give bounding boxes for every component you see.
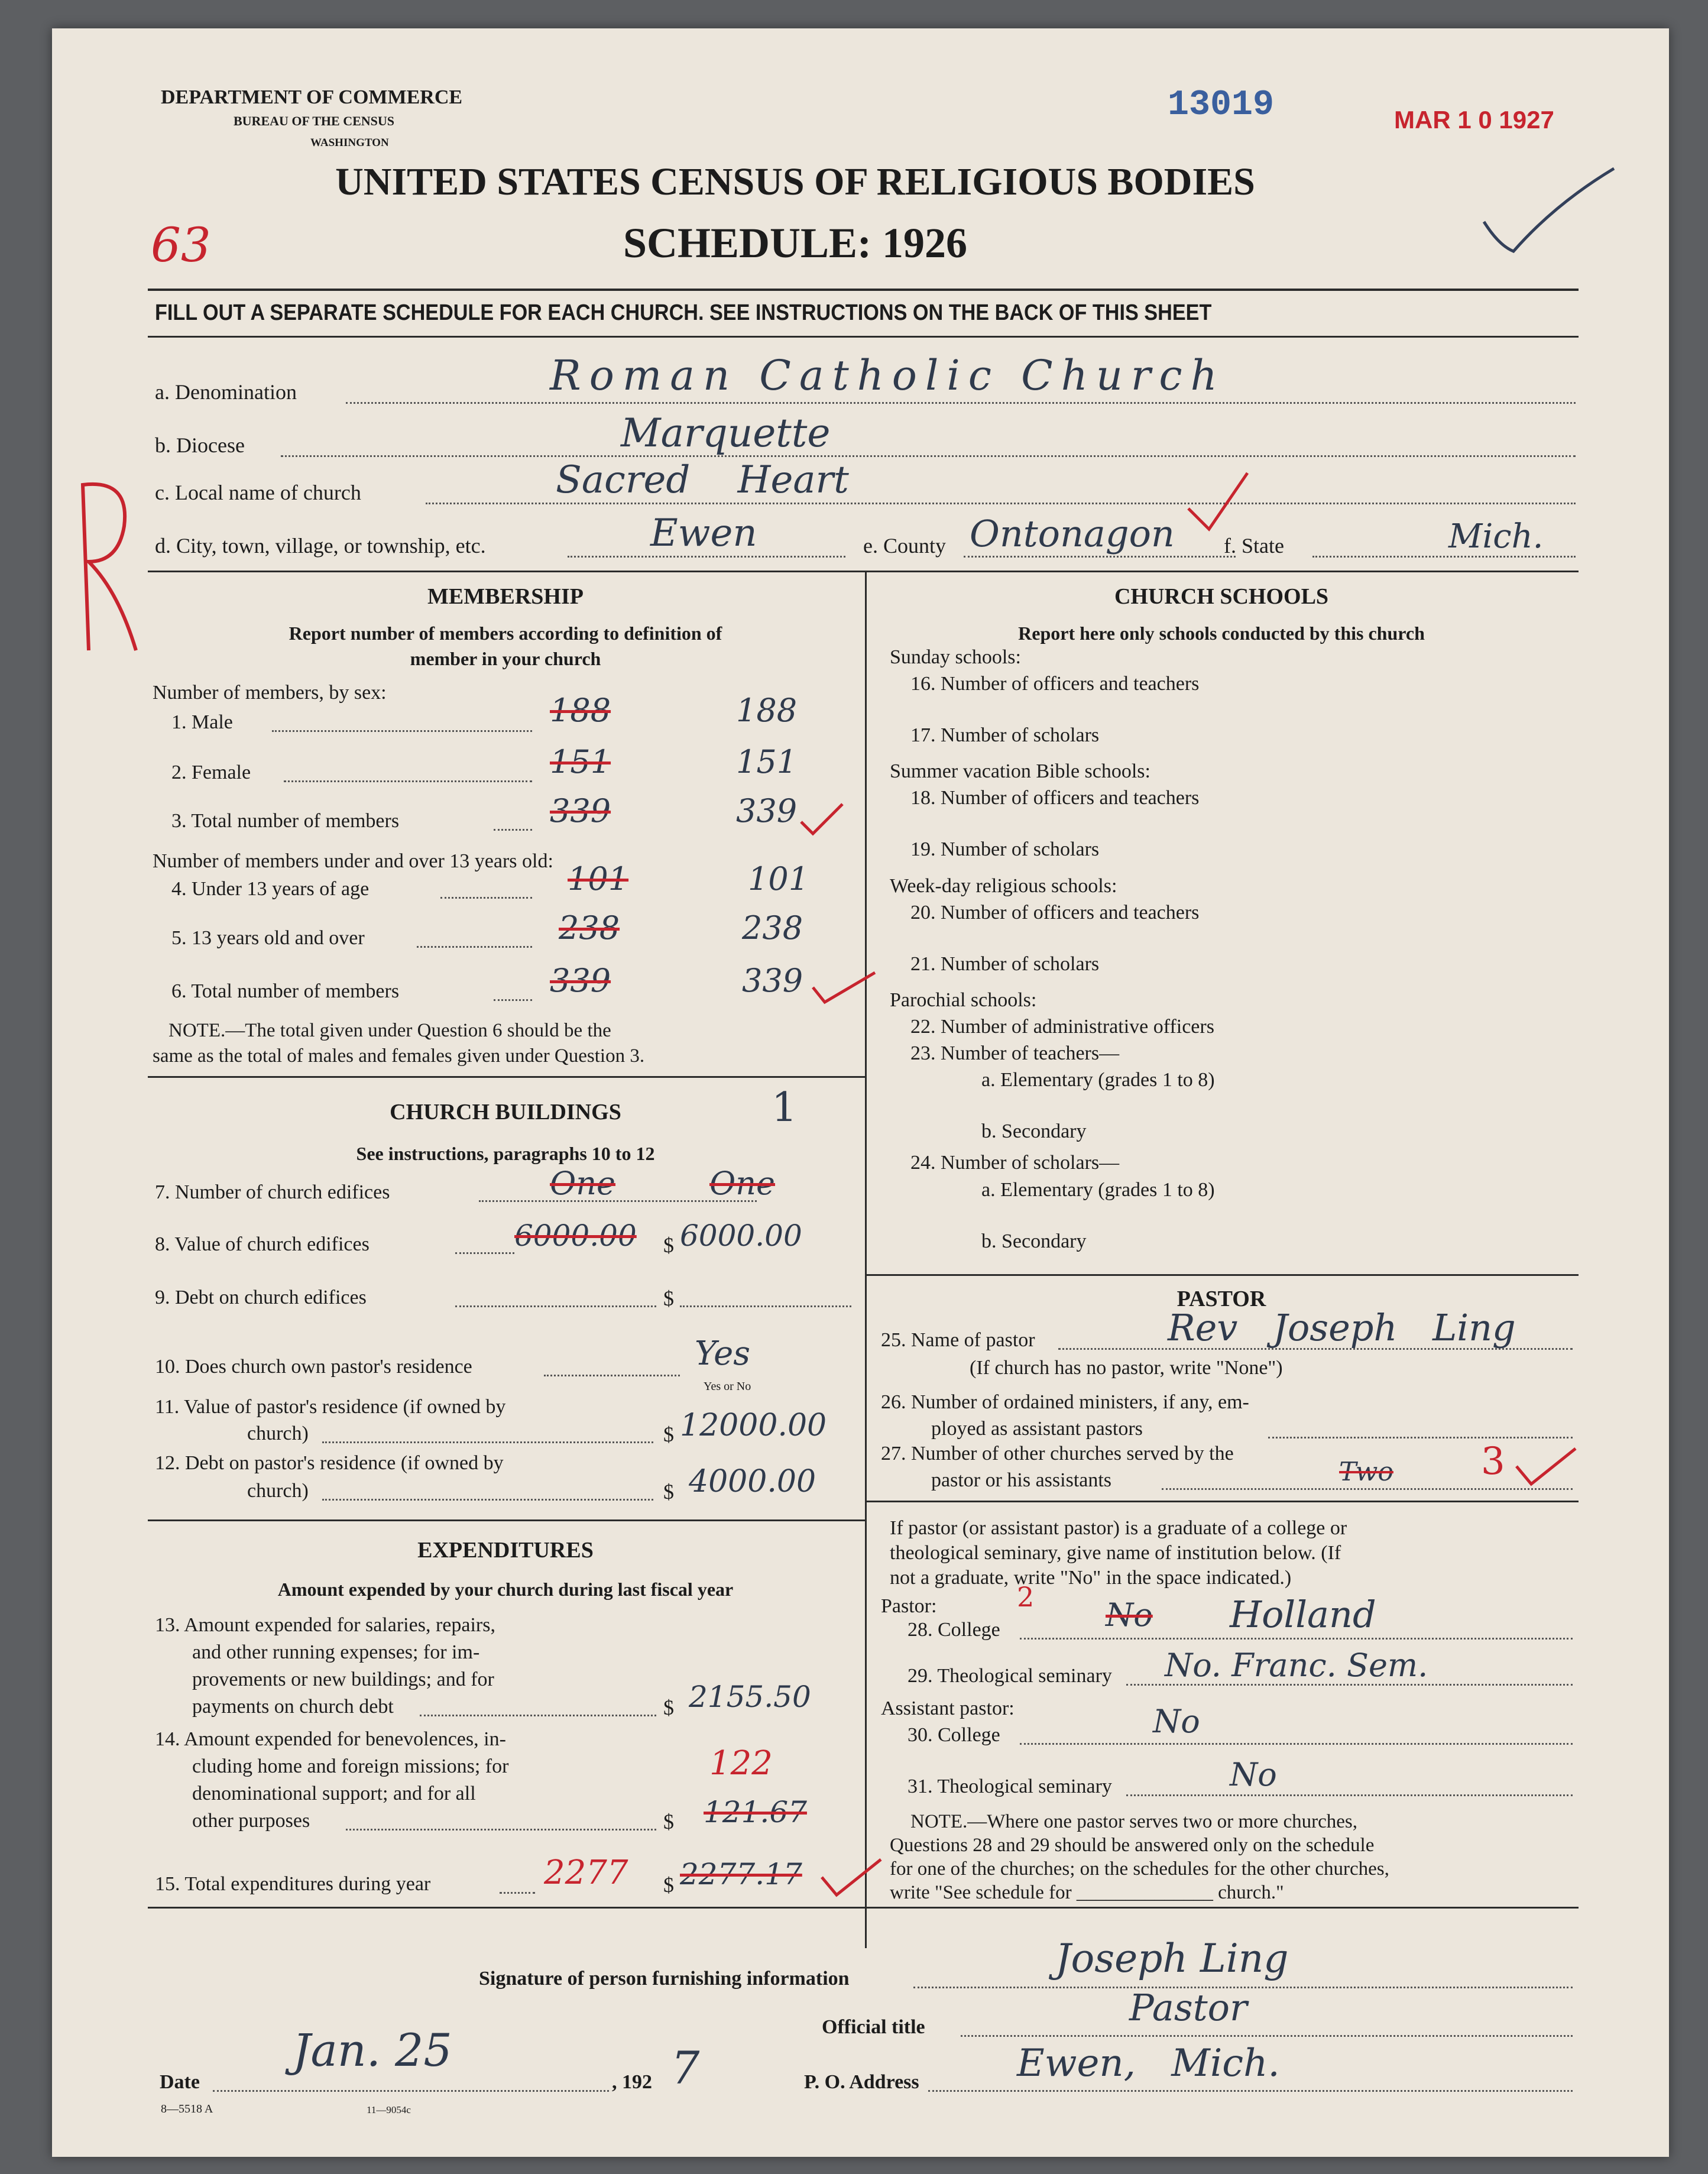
q12-dollar-sign: $ bbox=[663, 1480, 674, 1504]
q15-total-label: 15. Total expenditures during year bbox=[155, 1873, 431, 1895]
census-schedule-sheet bbox=[52, 28, 1669, 2157]
year-prefix: , 192 bbox=[612, 2071, 652, 2093]
q14-label-3: denominational support; and for all bbox=[192, 1783, 476, 1804]
q2-female-value-struck[interactable]: 151 bbox=[550, 743, 611, 780]
local-name-line bbox=[426, 503, 1576, 504]
q14-correction[interactable]: 122 bbox=[709, 1744, 773, 1783]
q30-college-value[interactable]: No bbox=[1153, 1703, 1200, 1740]
q5-over13-label: 5. 13 years old and over bbox=[171, 927, 365, 949]
city-town-line bbox=[568, 556, 845, 558]
q1-male-value[interactable]: 188 bbox=[736, 692, 798, 729]
parochial-schools-label: Parochial schools: bbox=[890, 989, 1037, 1011]
q27-label-2: pastor or his assistants bbox=[931, 1469, 1112, 1491]
signature-label: Signature of person furnishing information bbox=[479, 1968, 850, 1990]
q13-label: 13. Amount expended for salaries, repairs, bbox=[155, 1614, 495, 1636]
q8-value[interactable]: 6000.00 bbox=[680, 1219, 802, 1253]
section-divider bbox=[148, 1076, 865, 1078]
membership-heading: MEMBERSHIP bbox=[427, 584, 584, 609]
section-divider bbox=[148, 1519, 865, 1521]
q1-line bbox=[272, 730, 532, 732]
q27-label: 27. Number of other churches served by the bbox=[881, 1443, 1234, 1465]
po-address-line bbox=[928, 2090, 1573, 2092]
official-title-label: Official title bbox=[822, 2016, 925, 2038]
q7-edifices-label: 7. Number of church edifices bbox=[155, 1181, 390, 1203]
date-value[interactable]: Jan. 25 bbox=[293, 2024, 452, 2076]
q2-line bbox=[284, 780, 532, 782]
q4-line bbox=[440, 897, 532, 899]
received-date-stamp: MAR 1 0 1927 bbox=[1394, 106, 1554, 134]
q31-seminary-value[interactable]: No bbox=[1230, 1756, 1277, 1793]
q13-value[interactable]: 2155.50 bbox=[689, 1680, 811, 1714]
q5-over13-value[interactable]: 238 bbox=[742, 909, 803, 947]
state-label: f. State bbox=[1224, 534, 1284, 558]
q3-line bbox=[494, 829, 532, 831]
pastor-note-2: Questions 28 and 29 should be answered only on the schedule bbox=[890, 1835, 1375, 1856]
print-number: 11—9054c bbox=[367, 2104, 411, 2115]
official-title-line bbox=[961, 2035, 1573, 2037]
membership-intro: Report number of members according to definition of bbox=[289, 623, 722, 644]
q10-owns-residence-label: 10. Does church own pastor's residence bbox=[155, 1356, 472, 1378]
q13-label-3: provements or new buildings; and for bbox=[192, 1668, 494, 1690]
q29-line bbox=[1126, 1684, 1573, 1686]
buildings-sub: See instructions, paragraphs 10 to 12 bbox=[356, 1143, 655, 1164]
q15-total-value[interactable]: 2277.17 bbox=[680, 1857, 802, 1891]
under-over-label: Number of members under and over 13 years old: bbox=[153, 850, 553, 872]
summer-schools-label: Summer vacation Bible schools: bbox=[890, 760, 1150, 782]
q9-dollar-sign: $ bbox=[663, 1287, 674, 1310]
schools-intro: Report here only schools conducted by this church bbox=[1018, 623, 1425, 644]
serial-number-stamp: 13019 bbox=[1168, 85, 1275, 125]
year-value[interactable]: 7 bbox=[671, 2042, 700, 2094]
graduate-instructions-3: not a graduate, write "No" in the space indicated.) bbox=[890, 1567, 1292, 1589]
q13-label-2: and other running expenses; for im- bbox=[192, 1641, 480, 1663]
graduate-instructions: If pastor (or assistant pastor) is a graduate of a college or bbox=[890, 1517, 1347, 1539]
local-name-label: c. Local name of church bbox=[155, 481, 361, 504]
q8-value-struck[interactable]: 6000.00 bbox=[514, 1219, 637, 1253]
q3-total-value[interactable]: 339 bbox=[736, 792, 798, 830]
county-label: e. County bbox=[863, 534, 946, 558]
q15-line bbox=[500, 1892, 535, 1894]
q25-pastor-name[interactable]: Rev Joseph Ling bbox=[1168, 1306, 1516, 1349]
q6-line bbox=[494, 999, 532, 1001]
q26-line[interactable] bbox=[1268, 1437, 1573, 1438]
buildings-heading: CHURCH BUILDINGS bbox=[390, 1100, 621, 1125]
q24a-label: a. Elementary (grades 1 to 8) bbox=[981, 1179, 1215, 1201]
q29-seminary-value[interactable]: No. Franc. Sem. bbox=[1165, 1647, 1428, 1684]
column-divider bbox=[865, 571, 867, 1948]
pastor-note: NOTE.—Where one pastor serves two or more churches, bbox=[910, 1811, 1357, 1832]
q26-label: 26. Number of ordained ministers, if any, em- bbox=[881, 1391, 1249, 1413]
q1-male-value-struck[interactable]: 188 bbox=[550, 692, 611, 729]
q13-label-4: payments on church debt bbox=[192, 1696, 394, 1718]
q7-edifices-value-struck[interactable]: One bbox=[550, 1165, 616, 1202]
q14-dollar-sign: $ bbox=[663, 1810, 674, 1833]
bureau-label: BUREAU OF THE CENSUS bbox=[234, 114, 395, 128]
pastor-mark: 2 bbox=[1017, 1581, 1035, 1613]
q8-line bbox=[455, 1252, 514, 1254]
q21-label: 21. Number of scholars bbox=[910, 953, 1100, 975]
annotation-r-mark bbox=[65, 473, 148, 662]
graduate-instructions-2: theological seminary, give name of institution below. (If bbox=[890, 1542, 1341, 1564]
q14-label-4: other purposes bbox=[192, 1810, 310, 1832]
signature-value[interactable]: Joseph Ling bbox=[1055, 1936, 1289, 1981]
denomination-label: a. Denomination bbox=[155, 380, 297, 404]
q12-residence-debt-value[interactable]: 4000.00 bbox=[689, 1464, 816, 1499]
pastor-note-3: for one of the churches; on the schedules for the other churches, bbox=[890, 1858, 1389, 1880]
q15-total-correction[interactable]: 2277 bbox=[544, 1854, 628, 1892]
county-value[interactable]: Ontonagon bbox=[970, 512, 1175, 555]
q29-seminary-label: 29. Theological seminary bbox=[908, 1665, 1112, 1687]
q11-residence-value[interactable]: 12000.00 bbox=[680, 1408, 827, 1443]
pastor-note-4: write "See schedule for ______________ church." bbox=[890, 1882, 1284, 1903]
diocese-label: b. Diocese bbox=[155, 433, 245, 457]
q15-dollar-sign: $ bbox=[663, 1873, 674, 1897]
q30-line bbox=[1020, 1743, 1573, 1745]
q12-line bbox=[322, 1499, 653, 1501]
q14-label: 14. Amount expended for benevolences, in- bbox=[155, 1728, 506, 1750]
q11-label-2: church) bbox=[247, 1423, 309, 1444]
q24-label: 24. Number of scholars— bbox=[910, 1152, 1120, 1174]
schools-heading: CHURCH SCHOOLS bbox=[1114, 584, 1329, 609]
q11-residence-value-label: 11. Value of pastor's residence (if owned by bbox=[155, 1396, 506, 1418]
q2-female-label: 2. Female bbox=[171, 762, 251, 783]
checkmark-icon bbox=[819, 1857, 884, 1898]
instructions-line: FILL OUT A SEPARATE SCHEDULE FOR EACH CHURCH. SEE INSTRUCTIONS ON THE BACK OF THIS SHEET bbox=[155, 300, 1212, 325]
pastor-sub-label: Pastor: bbox=[881, 1595, 937, 1617]
q27-struck-value[interactable]: Two bbox=[1339, 1457, 1393, 1487]
q28-college-value[interactable]: Holland bbox=[1230, 1593, 1376, 1636]
q28-college-label: 28. College bbox=[908, 1619, 1000, 1641]
header-divider-2 bbox=[148, 336, 1579, 338]
q16-label: 16. Number of officers and teachers bbox=[910, 673, 1200, 695]
diocese-value[interactable]: Marquette bbox=[621, 410, 831, 456]
q23-label: 23. Number of teachers— bbox=[910, 1042, 1120, 1064]
q23a-label: a. Elementary (grades 1 to 8) bbox=[981, 1069, 1215, 1091]
section-divider bbox=[867, 1274, 1579, 1276]
q4-under13-value[interactable]: 101 bbox=[748, 860, 809, 898]
q25-note: (If church has no pastor, write "None") bbox=[970, 1357, 1283, 1379]
yes-no-hint: Yes or No bbox=[704, 1380, 751, 1393]
q1-male-label: 1. Male bbox=[171, 711, 233, 733]
city-label: WASHINGTON bbox=[310, 137, 389, 149]
checkmark-icon bbox=[1472, 163, 1620, 257]
expenditures-heading: EXPENDITURES bbox=[417, 1538, 594, 1563]
q13-dollar-sign: $ bbox=[663, 1696, 674, 1719]
q12-residence-debt-label: 12. Debt on pastor's residence (if owned by bbox=[155, 1452, 504, 1474]
weekday-schools-label: Week-day religious schools: bbox=[890, 875, 1117, 897]
section-divider bbox=[867, 1501, 1579, 1502]
q11-line bbox=[322, 1441, 653, 1443]
q8-dollar-sign: $ bbox=[663, 1233, 674, 1257]
q20-label: 20. Number of officers and teachers bbox=[910, 902, 1200, 924]
q18-label: 18. Number of officers and teachers bbox=[910, 787, 1200, 809]
state-value[interactable]: Mich. bbox=[1448, 517, 1544, 556]
q31-line bbox=[1126, 1794, 1573, 1796]
schedule-year: SCHEDULE: 1926 bbox=[623, 219, 968, 267]
department-label: DEPARTMENT OF COMMERCE bbox=[161, 86, 463, 108]
header-divider bbox=[148, 289, 1579, 291]
q3-total-label: 3. Total number of members bbox=[171, 810, 400, 832]
q11-dollar-sign: $ bbox=[663, 1423, 674, 1446]
q14-line bbox=[346, 1829, 656, 1830]
annotation-63: 63 bbox=[151, 218, 211, 273]
buildings-count-mark: 1 bbox=[772, 1084, 798, 1131]
q8-value-label: 8. Value of church edifices bbox=[155, 1233, 370, 1255]
q6-total-value[interactable]: 339 bbox=[742, 962, 803, 999]
q10-line bbox=[544, 1375, 680, 1376]
county-line bbox=[964, 556, 1236, 558]
sunday-schools-label: Sunday schools: bbox=[890, 646, 1021, 668]
assistant-pastor-label: Assistant pastor: bbox=[881, 1697, 1015, 1719]
city-town-value[interactable]: Ewen bbox=[650, 511, 757, 555]
membership-intro-2: member in your church bbox=[410, 648, 601, 669]
form-title: UNITED STATES CENSUS OF RELIGIOUS BODIES bbox=[335, 160, 1255, 203]
checkmark-icon bbox=[1513, 1446, 1579, 1487]
q3-total-value-struck[interactable]: 339 bbox=[550, 792, 611, 830]
denomination-value[interactable]: Roman Catholic Church bbox=[550, 351, 1226, 400]
q24b-label: b. Secondary bbox=[981, 1230, 1087, 1252]
pastor-heading: PASTOR bbox=[1177, 1287, 1266, 1311]
q4-under13-value-struck[interactable]: 101 bbox=[568, 860, 629, 898]
q23b-label: b. Secondary bbox=[981, 1120, 1087, 1142]
q14-value[interactable]: 121.67 bbox=[704, 1795, 807, 1829]
date-line bbox=[213, 2090, 609, 2092]
q28-struck-value[interactable]: No bbox=[1106, 1596, 1153, 1634]
q22-label: 22. Number of administrative officers bbox=[910, 1016, 1214, 1038]
checkmark-icon bbox=[810, 970, 881, 1005]
q2-female-value[interactable]: 151 bbox=[736, 743, 798, 780]
official-title-value[interactable]: Pastor bbox=[1129, 1986, 1247, 2029]
city-town-label: d. City, town, village, or township, etc. bbox=[155, 534, 486, 558]
q5-over13-value-struck[interactable]: 238 bbox=[559, 909, 620, 947]
q10-owns-residence-value[interactable]: Yes bbox=[695, 1334, 750, 1373]
checkmark-icon bbox=[798, 801, 845, 837]
q28-line bbox=[1020, 1638, 1573, 1640]
membership-note-2: same as the total of males and females given under Question 3. bbox=[153, 1045, 645, 1067]
q5-line bbox=[417, 946, 532, 948]
membership-note: NOTE.—The total given under Question 6 should be the bbox=[168, 1020, 611, 1041]
q9-value-line[interactable] bbox=[680, 1305, 851, 1307]
q6-total-value-struck[interactable]: 339 bbox=[550, 962, 611, 999]
date-label: Date bbox=[160, 2071, 200, 2093]
po-address-label: P. O. Address bbox=[804, 2071, 919, 2093]
section-divider bbox=[148, 571, 1579, 572]
q25-name-label: 25. Name of pastor bbox=[881, 1329, 1035, 1351]
q13-line bbox=[420, 1715, 656, 1716]
state-line bbox=[1312, 556, 1576, 558]
q9-line bbox=[455, 1305, 656, 1307]
diocese-line bbox=[281, 455, 1576, 457]
members-by-sex-label: Number of members, by sex: bbox=[153, 682, 387, 704]
q30-college-label: 30. College bbox=[908, 1724, 1000, 1746]
section-divider bbox=[148, 1907, 1579, 1909]
q4-under13-label: 4. Under 13 years of age bbox=[171, 878, 370, 900]
q17-label: 17. Number of scholars bbox=[910, 724, 1100, 746]
local-name-value[interactable]: Sacred Heart bbox=[556, 458, 849, 502]
po-address-value[interactable]: Ewen, Mich. bbox=[1017, 2042, 1280, 2085]
q14-label-2: cluding home and foreign missions; for bbox=[192, 1755, 509, 1777]
expenditures-sub: Amount expended by your church during last fiscal year bbox=[277, 1579, 734, 1600]
q27-value[interactable]: 3 bbox=[1481, 1440, 1505, 1483]
q12-label-2: church) bbox=[247, 1480, 309, 1502]
q31-seminary-label: 31. Theological seminary bbox=[908, 1776, 1112, 1797]
q6-total-label: 6. Total number of members bbox=[171, 980, 400, 1002]
checkmark-icon bbox=[1182, 467, 1253, 538]
q19-label: 19. Number of scholars bbox=[910, 838, 1100, 860]
q9-debt-label: 9. Debt on church edifices bbox=[155, 1287, 367, 1308]
form-number: 8—5518 A bbox=[161, 2102, 213, 2115]
q26-label-2: ployed as assistant pastors bbox=[931, 1418, 1143, 1440]
q7-edifices-value[interactable]: One bbox=[709, 1165, 776, 1202]
denomination-line bbox=[346, 402, 1576, 404]
q27-line bbox=[1162, 1488, 1573, 1490]
